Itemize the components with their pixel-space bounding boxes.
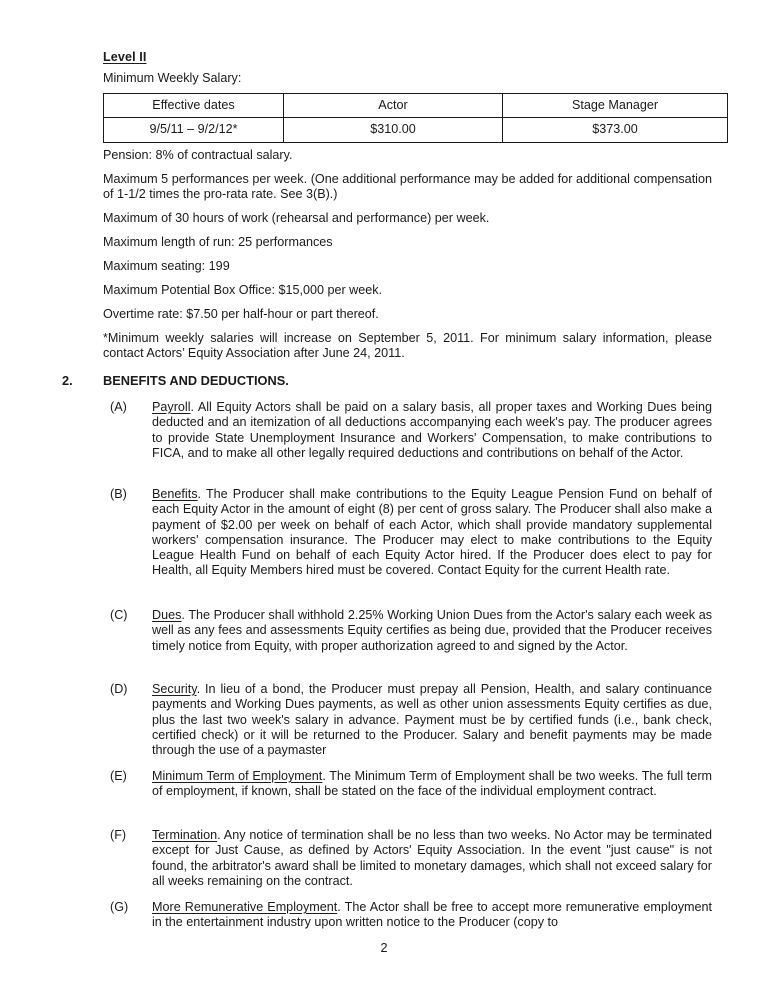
clause-runin-g: More Remunerative Employment <box>152 900 338 914</box>
term-performances: Maximum 5 performances per week. (One additional performance may be added for additional compensation of 1-1/2 times the pro-rata rate. See 3(B).) <box>103 172 712 202</box>
clause-marker-c: (C) <box>110 608 128 622</box>
minimum-weekly-salary-label: Minimum Weekly Salary: <box>103 71 242 85</box>
column-header-actor: Actor <box>284 94 503 118</box>
clause-f <box>110 828 712 889</box>
clause-e <box>110 769 712 800</box>
clause-marker-f: (F) <box>110 828 127 842</box>
clause-text-b: . The Producer shall make contributions to the Equity League Pension Fund on behalf of each Equity Actor in the amount of eight (8) per cent of gross salary. The Producer shall also make a payment of $2.00 per week on behalf of each Actor, which shall provide mandatory supplemental workers' compensation insurance. The Producer may elect to make contributions to the Equity League Health Fund on behalf of each Equity Actor hired. If the Producer does elect to pay for Health, all Equity Members hired must be covered. Contact Equity for the current Health rate. <box>152 487 712 578</box>
clause-body-d <box>152 682 712 758</box>
clause-body-c <box>152 608 712 654</box>
clause-text-c: . The Producer shall withhold 2.25% Working Union Dues from the Actor's salary each week as well as any fees and assessments Equity certifies as being due, provided that the Producer receives timely notice from Equity, with proper authorization agreed to and signed by the Actor. <box>152 608 712 653</box>
column-header-effective-dates: Effective dates <box>104 94 284 118</box>
clause-text-e: . The Minimum Term of Employment shall be two weeks. The full term of employment, if known, shall be stated on the face of the individual employment contract. <box>152 769 712 799</box>
clause-marker-b: (B) <box>110 487 127 501</box>
section-number: 2. <box>62 373 73 388</box>
term-overtime-rate: Overtime rate: $7.50 per half-hour or part thereof. <box>103 307 379 321</box>
column-header-stage-manager: Stage Manager <box>503 94 728 118</box>
clause-body-g <box>152 900 712 931</box>
clause-runin-e: Minimum Term of Employment <box>152 769 323 783</box>
cell-effective-dates: 9/5/11 – 9/2/12* <box>104 118 284 142</box>
clause-c <box>110 608 712 654</box>
clause-text-g: . The Actor shall be free to accept more remunerative employment in the entertainment industry upon written notice to the Producer (copy to <box>152 900 712 930</box>
table-header-row <box>104 94 728 118</box>
clause-body-b <box>152 487 712 579</box>
clause-runin-c: Dues <box>152 608 182 622</box>
term-seating: Maximum seating: 199 <box>103 259 230 273</box>
clause-text-f: . Any notice of termination shall be no less than two weeks. No Actor may be terminated except for Just Cause, as defined by Actors' Equity Association. In the event "just cause" is not found, the arbitrator's award shall be limited to monetary damages, which shall not exceed salary for all weeks remaining on the contract. <box>152 828 712 888</box>
clause-body-a <box>152 400 712 461</box>
clause-runin-b: Benefits <box>152 487 198 501</box>
term-length-of-run: Maximum length of run: 25 performances <box>103 235 333 249</box>
clause-marker-a: (A) <box>110 400 127 414</box>
section-heading <box>62 373 712 388</box>
clause-marker-d: (D) <box>110 682 128 696</box>
clause-marker-g: (G) <box>110 900 129 914</box>
clause-runin-d: Security <box>152 682 197 696</box>
cell-stage-manager-salary: $373.00 <box>503 118 728 142</box>
level-heading: Level II <box>103 50 147 64</box>
section-title: BENEFITS AND DEDUCTIONS. <box>103 373 289 388</box>
term-footnote: *Minimum weekly salaries will increase on September 5, 2011. For minimum salary information, please contact Actors’ Equity Association after June 24, 2011. <box>103 331 712 361</box>
salary-table <box>103 93 728 143</box>
clause-d <box>110 682 712 758</box>
page-number: 2 <box>380 941 388 955</box>
clause-g <box>110 900 712 931</box>
clause-text-a: . All Equity Actors shall be paid on a salary basis, all proper taxes and Working Dues being deducted and an itemization of all deductions accompanying each week's pay. The producer agrees to provide State Unemployment Insurance and Workers' Compensation, to make contributions to FICA, and to make all other legally required deductions and contributions on behalf of the Actor. <box>152 400 712 460</box>
clause-body-e <box>152 769 712 800</box>
clause-runin-f: Termination <box>152 828 218 842</box>
clause-marker-e: (E) <box>110 769 127 783</box>
cell-actor-salary: $310.00 <box>284 118 503 142</box>
term-hours: Maximum of 30 hours of work (rehearsal and performance) per week. <box>103 211 490 225</box>
term-pension: Pension: 8% of contractual salary. <box>103 148 293 162</box>
clause-body-f <box>152 828 712 889</box>
clause-text-d: . In lieu of a bond, the Producer must prepay all Pension, Health, and salary continuance payments and Working Dues payments, as well as other union assessments Equity certifies as due, plus the last two week's salary in advance. Payment must be by certified funds (i.e., bank check, certified check) or it will be returned to the Producer. Salary and benefit payments may be made through the use of a paymaster <box>152 682 712 758</box>
table-row <box>104 118 728 142</box>
clause-runin-a: Payroll <box>152 400 191 414</box>
clause-b <box>110 487 712 579</box>
clause-a <box>110 400 712 461</box>
term-box-office: Maximum Potential Box Office: $15,000 per week. <box>103 283 383 297</box>
